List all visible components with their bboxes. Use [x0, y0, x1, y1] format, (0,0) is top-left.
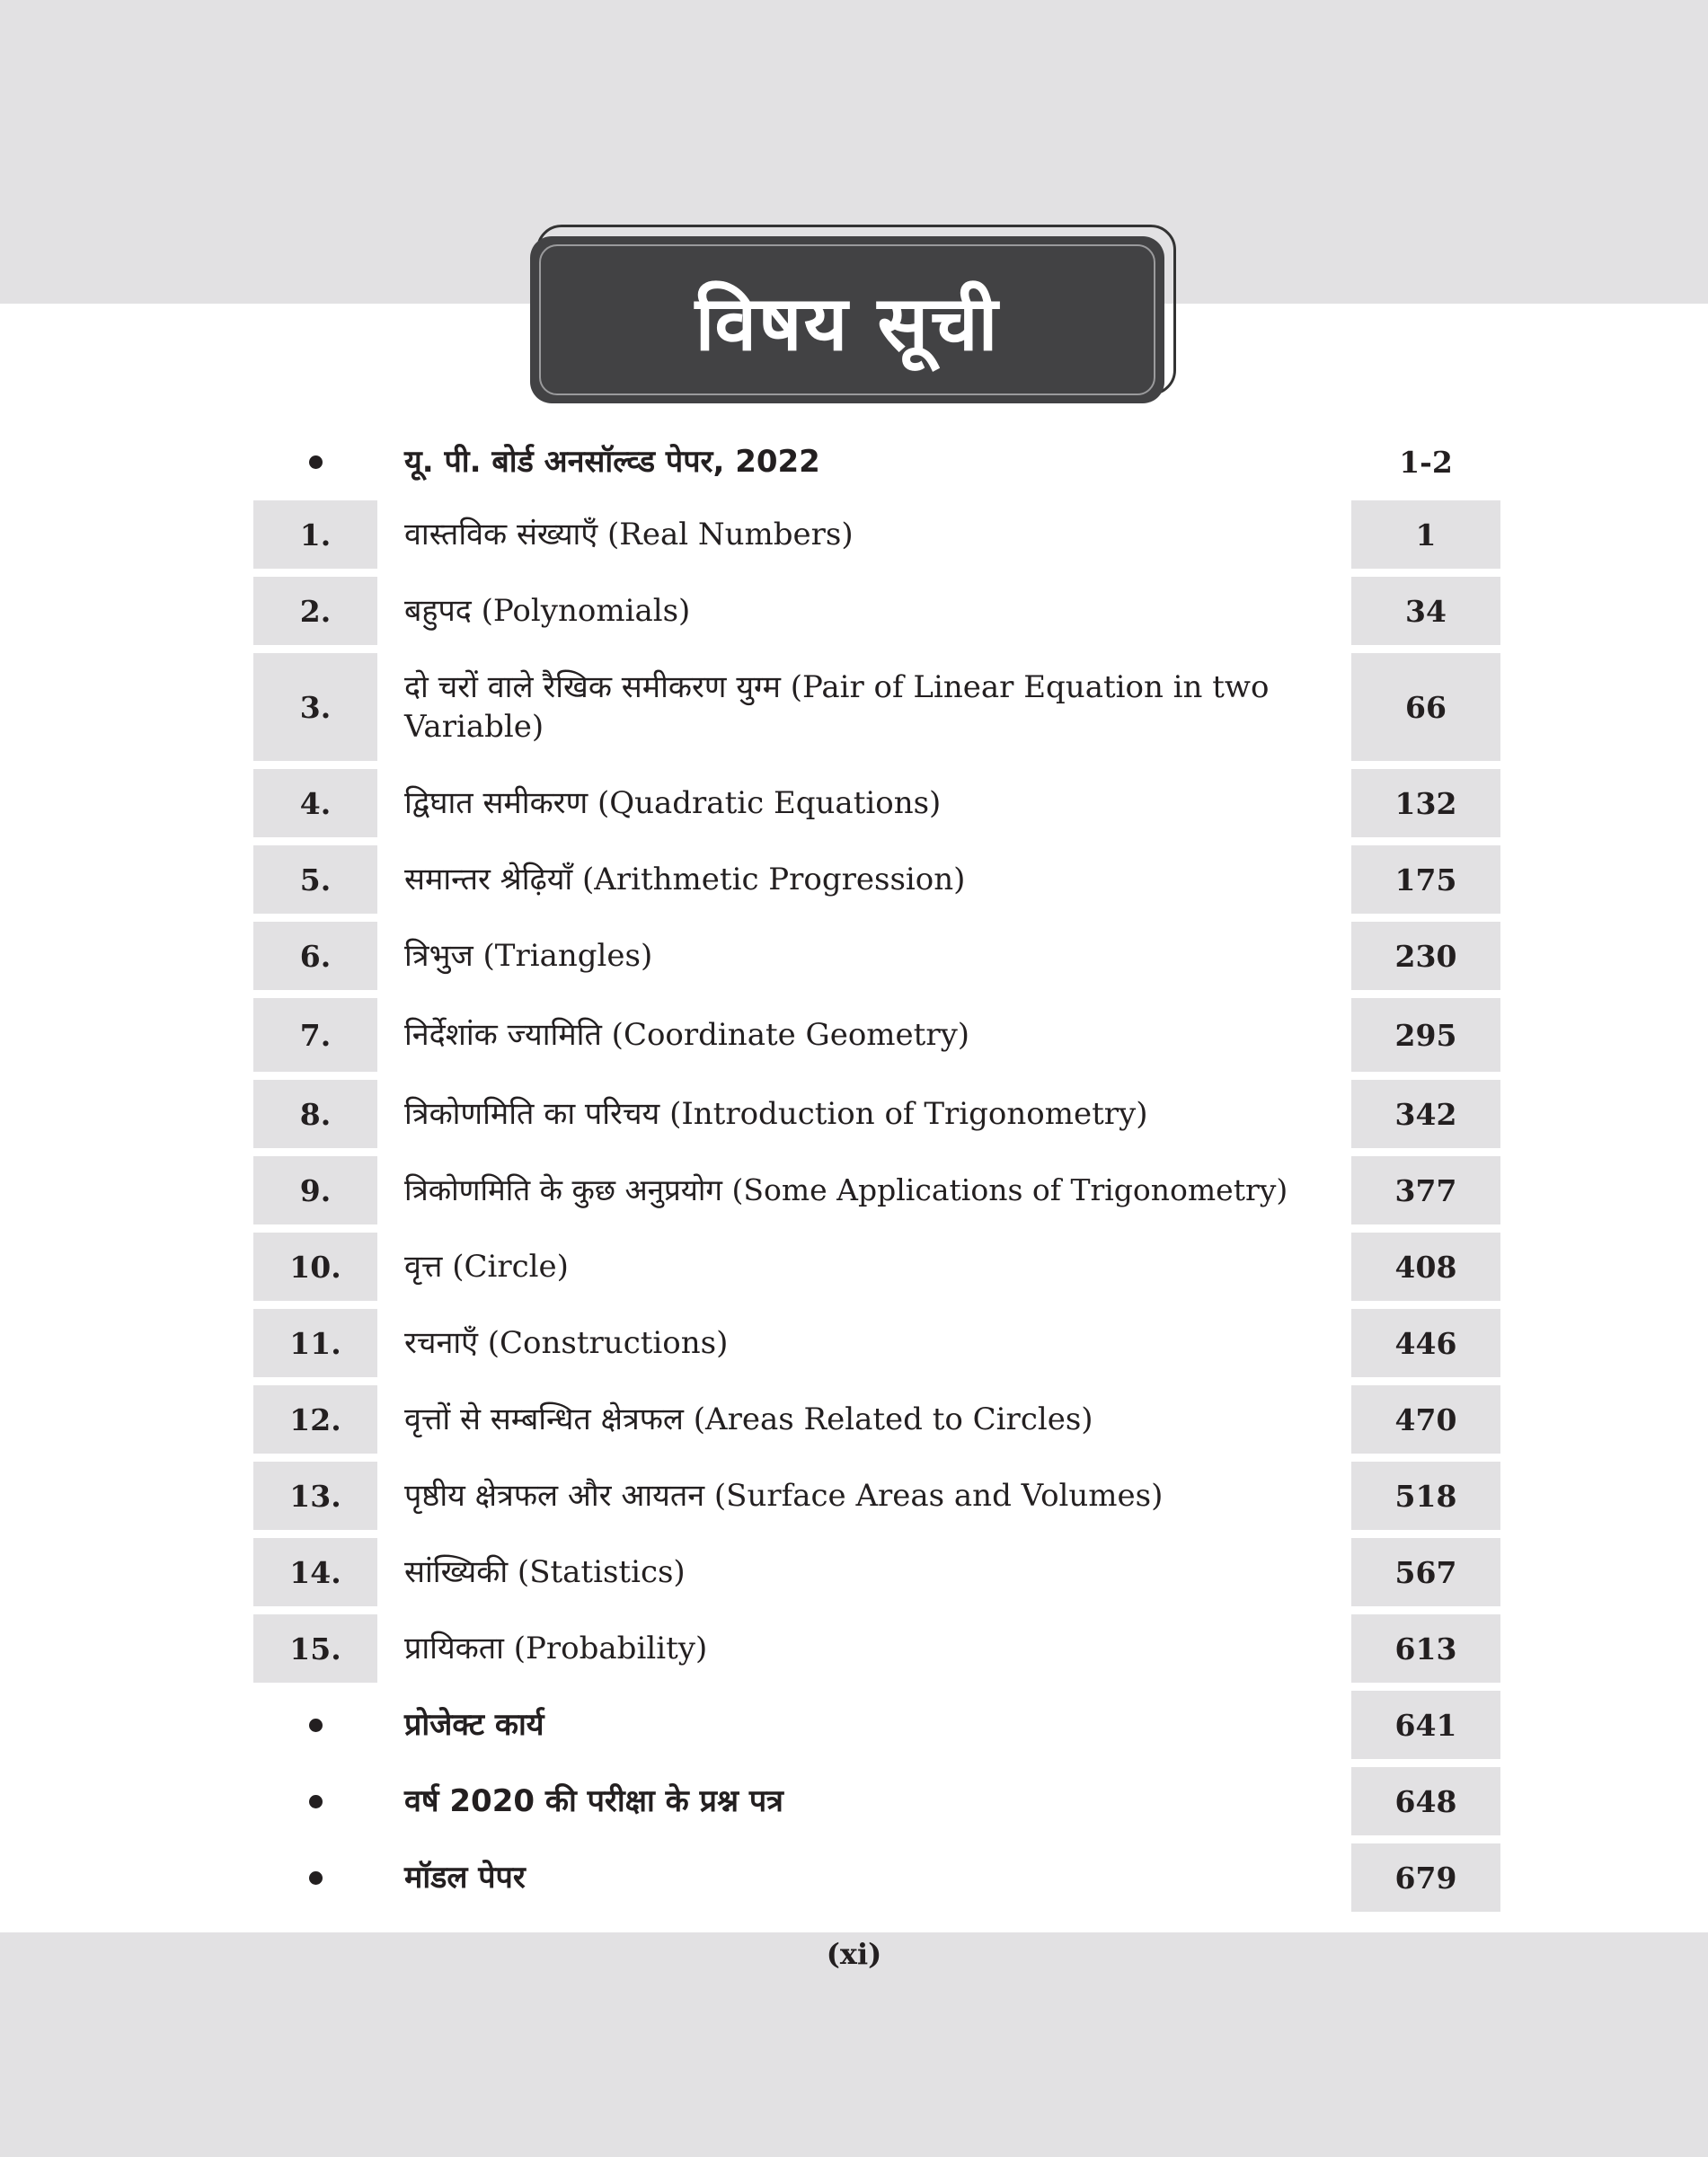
bullet-cell — [253, 1691, 377, 1759]
bullet-icon — [309, 455, 323, 469]
chapter-title: वृत्तों से सम्बन्धित क्षेत्रफल (Areas Related to Circles) — [404, 1401, 1093, 1437]
toc-row-chapter-1 — [253, 500, 1500, 569]
chapter-title: निर्देशांक ज्यामिति (Coordinate Geometry) — [404, 1017, 970, 1053]
chapter-page: 518 — [1351, 1462, 1500, 1530]
chapter-number: 4. — [253, 769, 377, 837]
chapter-page: 613 — [1351, 1614, 1500, 1683]
toc-row-model-paper — [253, 1843, 1500, 1912]
toc-entry-title: मॉडल पेपर — [404, 1860, 526, 1896]
toc-entry-title: वर्ष 2020 की परीक्षा के प्रश्न पत्र — [404, 1783, 783, 1819]
toc-row-chapter-8 — [253, 1080, 1500, 1148]
toc-entry-page: 648 — [1351, 1767, 1500, 1835]
chapter-number: 2. — [253, 577, 377, 645]
page-title: विषय सूची — [695, 278, 1000, 367]
chapter-title: त्रिकोणमिति का परिचय (Introduction of Trigonometry) — [404, 1096, 1148, 1132]
toc-row-chapter-9 — [253, 1156, 1500, 1224]
toc-row-header-paper — [253, 436, 1500, 488]
toc-row-chapter-7 — [253, 998, 1500, 1072]
chapter-page: 132 — [1351, 769, 1500, 837]
bullet-icon — [309, 1871, 323, 1885]
toc-row-chapter-6 — [253, 922, 1500, 990]
chapter-page: 342 — [1351, 1080, 1500, 1148]
chapter-title: द्विघात समीकरण (Quadratic Equations) — [404, 785, 942, 821]
toc-row-chapter-14 — [253, 1538, 1500, 1606]
chapter-number: 6. — [253, 922, 377, 990]
chapter-title: दो चरों वाले रैखिक समीकरण युग्म (Pair of Linear Equation in two Variable) — [404, 669, 1270, 745]
chapter-page: 408 — [1351, 1233, 1500, 1301]
toc-row-exam-2020 — [253, 1767, 1500, 1835]
bullet-cell — [253, 436, 377, 488]
chapter-page: 446 — [1351, 1309, 1500, 1377]
chapter-number: 13. — [253, 1462, 377, 1530]
chapter-page: 567 — [1351, 1538, 1500, 1606]
bullet-cell — [253, 1767, 377, 1835]
chapter-page: 1 — [1351, 500, 1500, 569]
toc-row-chapter-15 — [253, 1614, 1500, 1683]
chapter-title: बहुपद (Polynomials) — [404, 593, 691, 629]
chapter-number: 9. — [253, 1156, 377, 1224]
chapter-page: 377 — [1351, 1156, 1500, 1224]
toc-row-project-work — [253, 1691, 1500, 1759]
chapter-title: पृष्ठीय क्षेत्रफल और आयतन (Surface Areas and Volumes) — [404, 1478, 1164, 1514]
chapter-number: 11. — [253, 1309, 377, 1377]
toc-row-chapter-10 — [253, 1233, 1500, 1301]
chapter-title: समान्तर श्रेढ़ियाँ (Arithmetic Progression) — [404, 862, 966, 897]
chapter-page: 230 — [1351, 922, 1500, 990]
chapter-page: 175 — [1351, 845, 1500, 914]
chapter-page: 34 — [1351, 577, 1500, 645]
toc-entry-page: 641 — [1351, 1691, 1500, 1759]
toc-row-chapter-2 — [253, 577, 1500, 645]
chapter-title: त्रिकोणमिति के कुछ अनुप्रयोग (Some Applications of Trigonometry) — [404, 1172, 1288, 1207]
chapter-number: 3. — [253, 653, 377, 761]
chapter-number: 15. — [253, 1614, 377, 1683]
chapter-title: सांख्यिकी (Statistics) — [404, 1554, 686, 1590]
bullet-icon — [309, 1719, 323, 1732]
chapter-title: वास्तविक संख्याएँ (Real Numbers) — [404, 517, 854, 553]
chapter-number: 7. — [253, 998, 377, 1072]
toc-entry-title: यू. पी. बोर्ड अनसॉल्व्ड पेपर, 2022 — [404, 444, 820, 480]
chapter-number: 5. — [253, 845, 377, 914]
toc-entry-page: 1-2 — [1399, 444, 1453, 480]
chapter-number: 10. — [253, 1233, 377, 1301]
chapter-title: प्रायिकता (Probability) — [404, 1631, 708, 1666]
toc-row-chapter-11 — [253, 1309, 1500, 1377]
toc-row-chapter-3 — [253, 653, 1500, 761]
toc-row-chapter-13 — [253, 1462, 1500, 1530]
chapter-title: रचनाएँ (Constructions) — [404, 1325, 729, 1361]
chapter-number: 8. — [253, 1080, 377, 1148]
chapter-number: 1. — [253, 500, 377, 569]
toc-row-chapter-5 — [253, 845, 1500, 914]
chapter-title: वृत्त (Circle) — [404, 1249, 569, 1285]
page-number: (xi) — [826, 1937, 882, 1971]
bullet-cell — [253, 1843, 377, 1912]
chapter-number: 14. — [253, 1538, 377, 1606]
chapter-page: 470 — [1351, 1385, 1500, 1454]
chapter-page: 66 — [1351, 653, 1500, 761]
toc-row-chapter-4 — [253, 769, 1500, 837]
chapter-page: 295 — [1351, 998, 1500, 1072]
toc-row-chapter-12 — [253, 1385, 1500, 1454]
toc-entry-page: 679 — [1351, 1843, 1500, 1912]
toc-entry-title: प्रोजेक्ट कार्य — [404, 1707, 544, 1743]
chapter-number: 12. — [253, 1385, 377, 1454]
bullet-icon — [309, 1795, 323, 1808]
chapter-title: त्रिभुज (Triangles) — [404, 938, 653, 974]
